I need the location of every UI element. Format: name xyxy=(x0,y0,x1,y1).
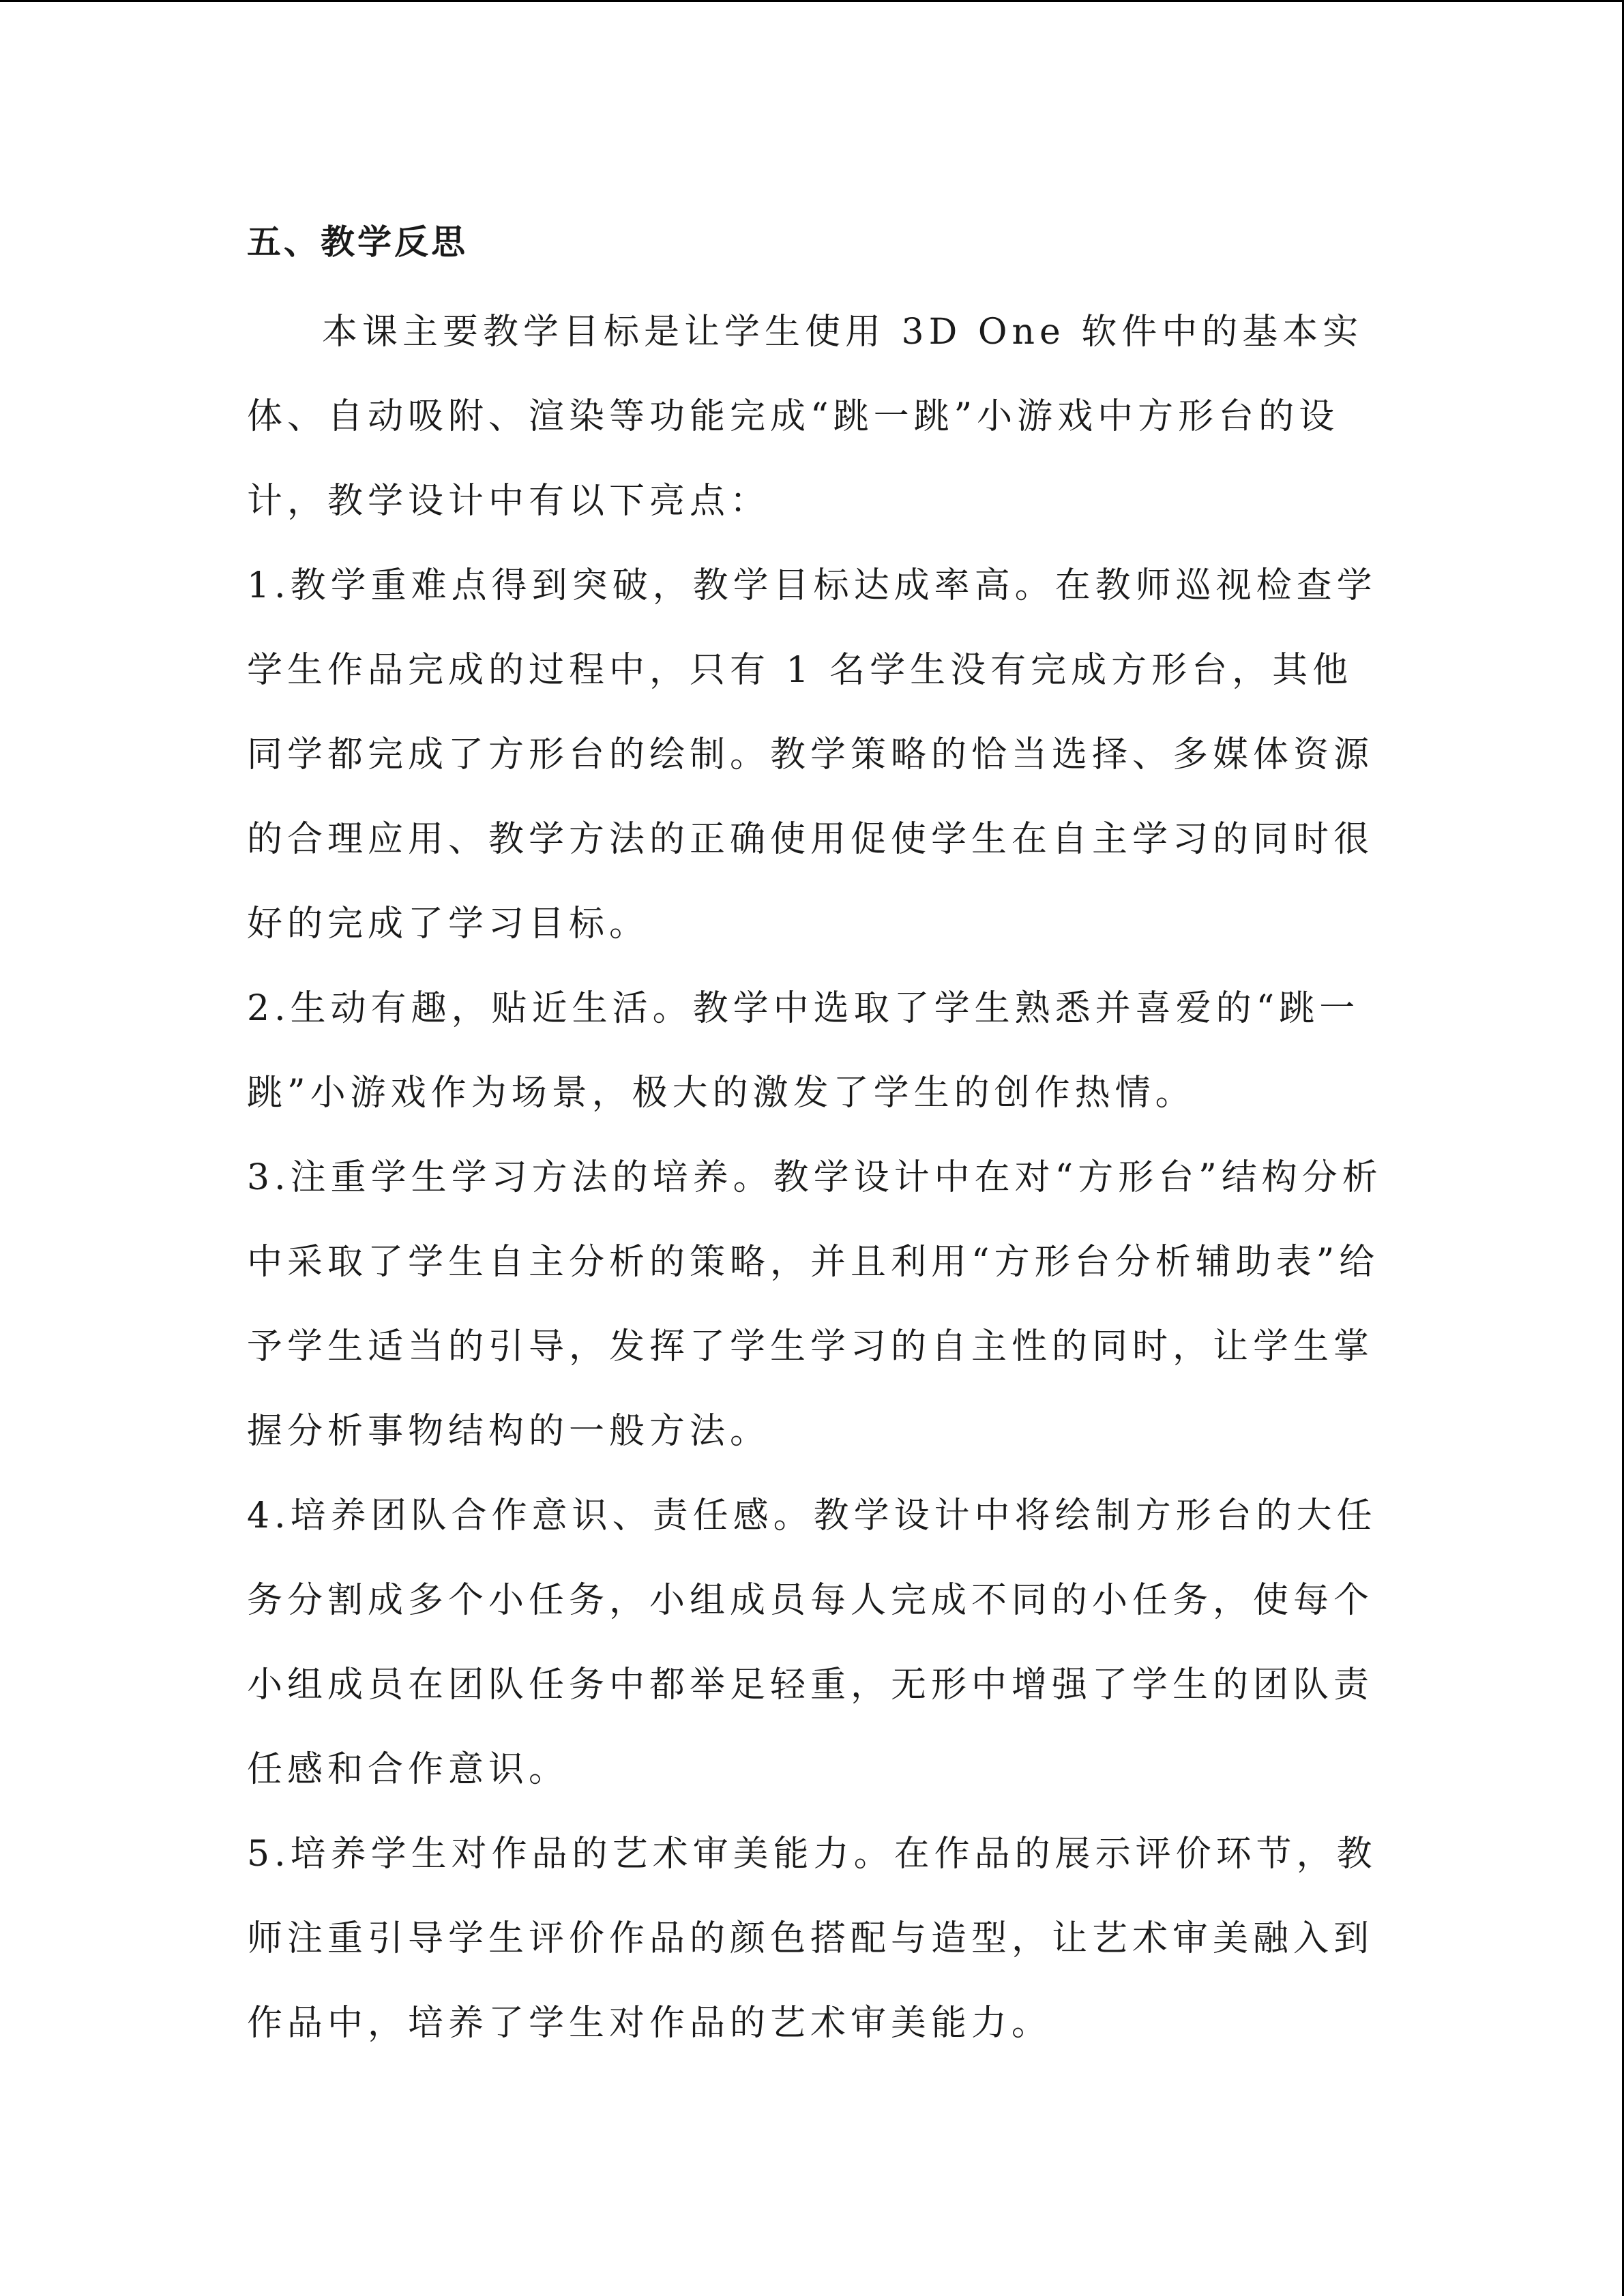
section-heading: 五、教学反思 xyxy=(247,222,468,262)
highlight-point-3: 3.注重学生学习方法的培养。教学设计中在对“方形台”结构分析中采取了学生自主分析的策略，并且利用“方形台分析辅助表”给予学生适当的引导，发挥了学生学习的自主性的同时，让学生掌握分析事物结构的一般方法。 xyxy=(247,1157,1383,1452)
highlight-point-2: 2.生动有趣，贴近生活。教学中选取了学生熟悉并喜爱的“跳一跳”小游戏作为场景，极大的激发了学生的创作热情。 xyxy=(247,988,1360,1114)
document-body xyxy=(247,215,1393,2066)
intro-paragraph: 本课主要教学目标是让学生使用 3D One 软件中的基本实体、自动吸附、渲染等功能完成“跳一跳”小游戏中方形台的设计，教学设计中有以下亮点： xyxy=(247,312,1363,522)
highlight-point-5: 5.培养学生对作品的艺术审美能力。在作品的展示评价环节，教师注重引导学生评价作品的颜色搭配与造型，让艺术审美融入到作品中，培养了学生对作品的艺术审美能力。 xyxy=(247,1834,1377,2044)
highlight-point-4: 4.培养团队合作意识、责任感。教学设计中将绘制方形台的大任务分割成多个小任务，小组成员每人完成不同的小任务，使每个小组成员在团队任务中都举足轻重，无形中增强了学生的团队责任感和合作意识。 xyxy=(247,1495,1377,1790)
highlight-point-1: 1.教学重难点得到突破，教学目标达成率高。在教师巡视检查学学生作品完成的过程中，只有 1 名学生没有完成方形台，其他同学都完成了方形台的绘制。教学策略的恰当选择、多媒体资源的合理应用、教学方法的正确使用促使学生在自主学习的同时很好的完成了学习目标。 xyxy=(247,565,1377,944)
